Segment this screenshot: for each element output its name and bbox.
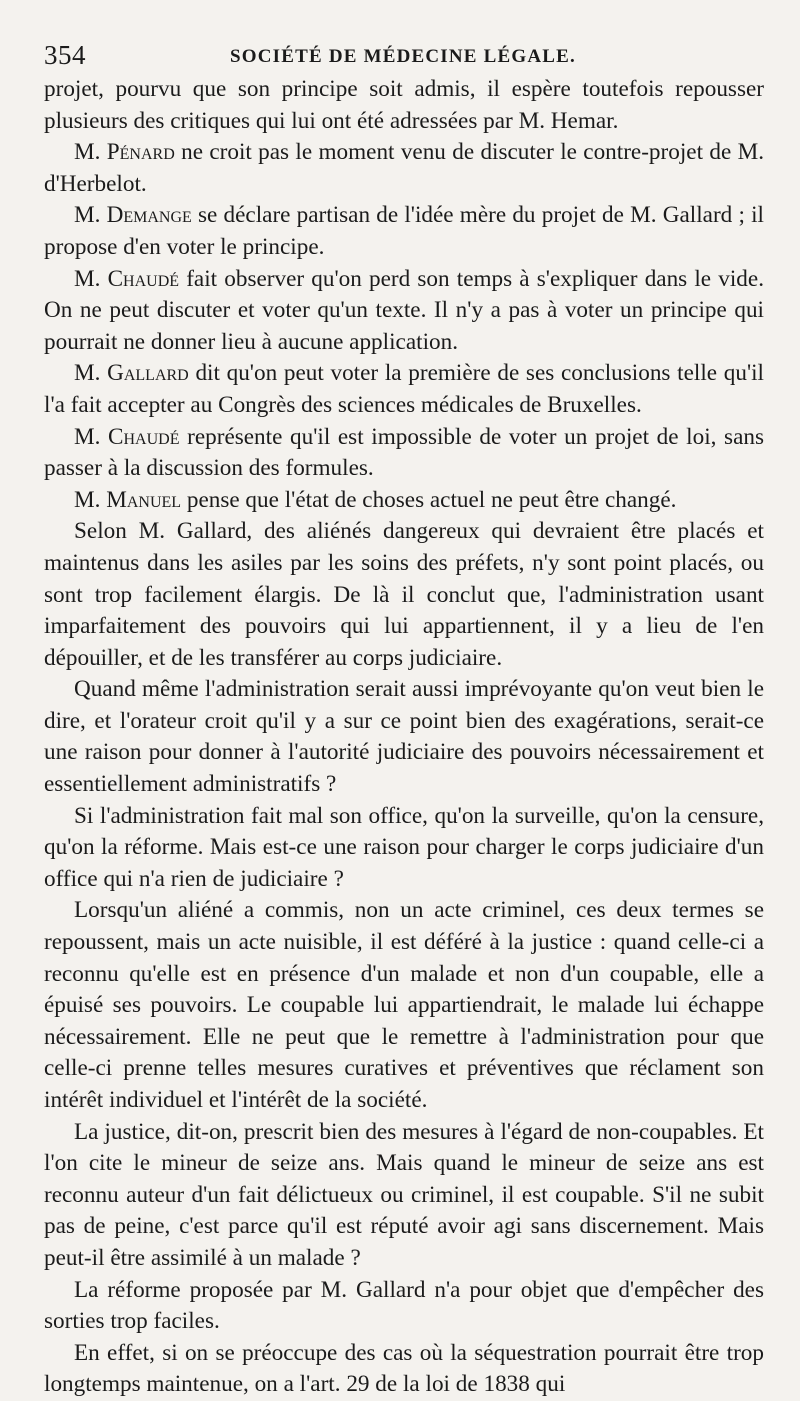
paragraph-text: se déclare partisan de l'idée mère du projet de M. Gallard ; il propose d'en voter le principe. (44, 202, 764, 260)
paragraph-text: dit qu'on peut voter la première de ses conclusions telle qu'il l'a fait accepter au Congrès des sciences médicales de Bruxelles. (44, 360, 765, 418)
speaker-name: M. Gallard (74, 360, 189, 387)
para-demange (44, 200, 764, 263)
para-manuel (44, 485, 764, 517)
para-si (44, 801, 764, 896)
paragraph-text: Selon M. Gallard, des aliénés dangereux qui devraient être placés et maintenus dans les asiles par les soins des préfets, n'y sont point placés, ou sont trop facilement élargis. De là il conclut que, l'administration usant imparfaitement des pouvoirs qui lui appartiennent, il y a lieu de l'en dépouiller, et de les transférer au corps judiciaire. (44, 518, 764, 671)
para-effet (44, 1338, 764, 1401)
para-continuation (44, 74, 764, 137)
paragraph-text: représente qu'il est impossible de voter un projet de loi, sans passer à la discussion des formules. (44, 423, 764, 482)
para-selon (44, 516, 764, 674)
page-header (44, 34, 764, 74)
paragraph-text: La réforme proposée par M. Gallard n'a pour objet que d'empêcher des sorties trop faciles. (44, 1276, 764, 1335)
speaker-name: M. Demange (74, 202, 192, 229)
para-justice (44, 1117, 764, 1275)
para-lorsque (44, 895, 764, 1116)
para-reforme (44, 1275, 764, 1338)
speaker-name: M. Pénard (74, 139, 175, 166)
page-number: 354 (44, 40, 86, 70)
paragraph-text: Lorsqu'un aliéné a commis, non un acte criminel, ces deux termes se repoussent, mais un acte nuisible, il est déféré à la justice : quand celle-ci a reconnu qu'elle est en présence d'un malade et non d'un coupable, elle a épuisé ses pouvoirs. Le coupable lui appartiendrait, le malade lui échappe nécessairement. Elle ne peut que le remettre à l'administration pour que celle-ci prenne telles mesures curatives et préventives que réclament son intérêt individuel et l'intérêt de la société. (44, 897, 764, 1113)
para-penard (44, 137, 764, 200)
para-gallard (44, 358, 764, 421)
paragraph-text: Si l'administration fait mal son office, qu'on la surveille, qu'on la censure, qu'on la réforme. Mais est-ce une raison pour charger le corps judiciaire d'un office qui n'a rien de judiciaire ? (44, 802, 764, 892)
body-text (44, 74, 764, 1401)
para-quand (44, 674, 764, 800)
speaker-name: M. Chaudé (74, 265, 180, 292)
paragraph-text: projet, pourvu que son principe soit admis, il espère toutefois repousser plusieurs des critiques qui lui ont été adressées par M. Hemar. (44, 76, 764, 134)
paragraph-text: Quand même l'administration serait aussi imprévoyante qu'on veut bien le dire, et l'orateur croit qu'il y a sur ce point bien des exagérations, serait-ce une raison pour donner à l'autorité judiciaire des pouvoirs nécessairement et essentiellement administratifs ? (44, 676, 764, 798)
paragraph-text: La justice, dit-on, prescrit bien des mesures à l'égard de non-coupables. Et l'on cite le mineur de seize ans. Mais quand le mineur de seize ans est reconnu auteur d'un fait délictueux ou criminel, il est coupable. S'il ne subit pas de peine, c'est parce qu'il est réputé avoir agi sans discernement. Mais peut-il être assimilé à un malade ? (44, 1118, 764, 1271)
speaker-name: M. Chaudé (74, 423, 180, 450)
para-chaude-2 (44, 422, 764, 485)
paragraph-text: fait observer qu'on perd son temps à s'expliquer dans le vide. On ne peut discuter et voter qu'un texte. Il n'y a pas à voter un principe qui pourrait ne donner lieu à aucune application. (44, 265, 764, 355)
speaker-name: M. Manuel (74, 486, 182, 513)
paragraph-text: En effet, si on se préoccupe des cas où la séquestration pourrait être trop longtemps maintenue, on a l'art. 29 de la loi de 1838 qui (44, 1339, 764, 1398)
paragraph-text: ne croit pas le moment venu de discuter le contre-projet de M. d'Herbelot. (44, 139, 764, 197)
running-title: SOCIÉTÉ DE MÉDECINE LÉGALE. (230, 46, 576, 67)
paragraph-text: pense que l'état de choses actuel ne peut être changé. (181, 486, 677, 513)
para-chaude-1 (44, 264, 764, 359)
